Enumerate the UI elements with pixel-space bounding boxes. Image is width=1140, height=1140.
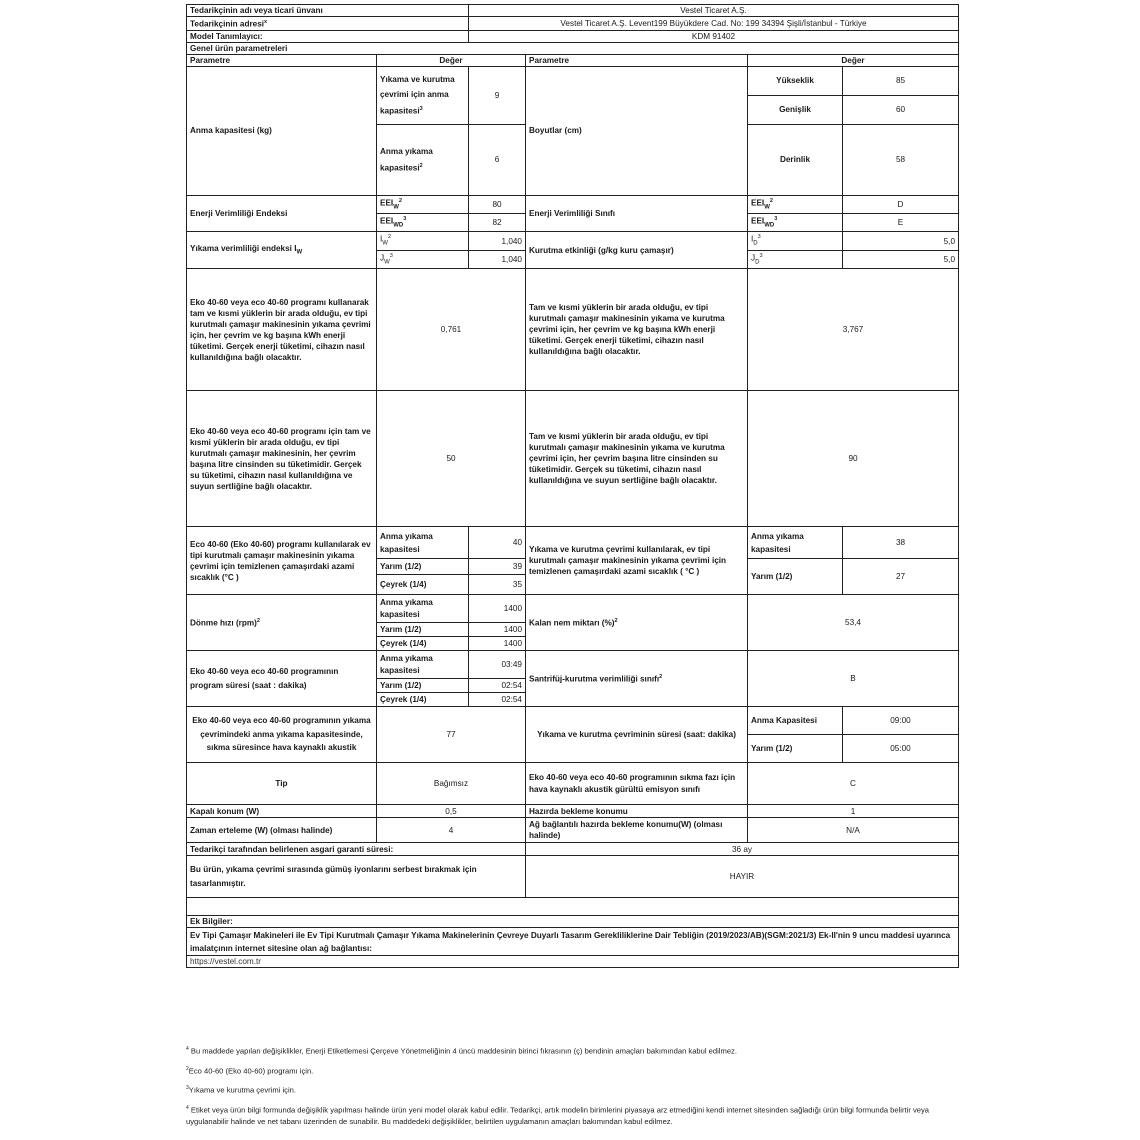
wd-duration-half-value: 05:00 [843,735,959,763]
dry-eff-a-value: 5,0 [843,232,959,250]
footnote-4: $^4$ Etiket veya ürün bilgi formunda değişiklik yapılması halinde ürün yeni model olarak kabul edilir. Tedarikçi, artık modelin birimlerini piyasaya arz etmediğini kendi internet sitesinden sağladığı ürün bilgi formunda belirtir veya uygulanabilir halinde ve net tabanı üzerinden de sunabilir. Bu maddedeki değişiklikler, belirtilen uygulamanın amaçları bakımından kabul edilmez. [186,1104,929,1127]
spin-half-label: Yarım (1/2) [377,623,469,637]
eei-w-label: $EEI_W^2$ [377,195,469,213]
duration-rated-label: Anma yıkama kapasitesi [377,651,469,679]
eei-wd-value: 82 [469,214,526,232]
supplier-name-label: Tedarikçinin adı veya ticari ünvanı [187,5,469,17]
spin-rated-value: 1400 [469,595,526,623]
extra-info-title: Ek Bilgiler: [187,916,959,928]
spin-quarter-value: 1400 [469,637,526,651]
type-value: Bağımsız [377,763,526,805]
delay-start-label: Zaman erteleme (W) (olması halinde) [187,818,377,843]
noise-left-value: 77 [377,707,526,763]
off-mode-label: Kapalı konum (W) [187,805,377,818]
temp-right-rated-value: 38 [843,527,959,559]
temp-rated-value: 40 [469,527,526,559]
wash-eff-jw-label: $J_W^3$ [377,250,469,268]
water-left-value: 50 [377,391,526,527]
eei-class-wd-value: E [843,214,959,232]
temp-right-rated-label: Anma yıkama kapasitesi [748,527,843,559]
dry-eff-label: Kurutma etkinliği (g/kg kuru çamaşır) [526,232,748,269]
wd-duration-label: Yıkama ve kurutma çevriminin süresi (saat: dakika) [526,707,748,763]
product-info-sheet [186,4,958,968]
water-left-text: Eko 40-60 veya eco 40-60 programı için tam ve kısmi yüklerin bir arada olduğu, ev tipi kurutmalı çamaşır makinesinin, her çevrim başına litre cinsinden su tüketimidir. Gerçek su tüketimi, cihazın nasıl kullanıldığına ve suyun sertliğine bağlı olacaktır. [187,391,377,527]
footnote-2: $^2$Eco 40-60 (Eko 40-60) programı için. [186,1065,314,1076]
duration-half-label: Yarım (1/2) [377,679,469,693]
col-header-value-left: Değer [377,54,526,66]
footnotes [186,1043,958,1133]
capacity-wd-value: 9 [469,66,526,124]
duration-quarter-label: Çeyrek (1/4) [377,693,469,707]
temp-quarter-value: 35 [469,575,526,595]
delay-start-value: 4 [377,818,526,843]
wash-eff-label: Yıkama verimliliği endeksi $I_W$ [187,232,377,269]
eei-class-wd-label: $EEI_{WD}^3$ [748,214,843,232]
width-value: 60 [843,95,959,124]
noise-left-text: Eko 40-60 veya eco 40-60 programının yıkama çevrimindeki anma yıkama kapasitesinde, sıkma süresince hava kaynaklı akustik [187,707,377,763]
type-label: Tip [187,763,377,805]
col-header-param-left: Parametre [187,54,377,66]
wash-eff-jw-value: 1,040 [469,250,526,268]
wd-duration-half-label: Yarım (1/2) [748,735,843,763]
wd-duration-rated-label: Anma Kapasitesi [748,707,843,735]
footnote-1: $^4$ Bu maddede yapılan değişiklikler, Enerji Etiketlemesi Çerçeve Yönetmeliğinin 4 üncü maddesinin birinci fıkrasının (ç) bendinin amaçları bakımından kabul edilmez. [186,1046,737,1056]
silver-ions-value: HAYIR [526,856,959,898]
model-label: Model Tanımlayıcı: [187,30,469,42]
col-header-param-right: Parametre [526,54,748,66]
temp-right-half-label: Yarım (1/2) [748,559,843,595]
duration-quarter-value: 02:54 [469,693,526,707]
depth-label: Derinlik [748,124,843,195]
spin-half-value: 1400 [469,623,526,637]
general-section-title: Genel ürün parametreleri [187,42,959,54]
temp-rated-label: Anma yıkama kapasitesi [377,527,469,559]
spin-class-value: B [748,651,959,707]
wash-eff-iw-value: 1,040 [469,232,526,250]
water-right-text: Tam ve kısmi yüklerin bir arada olduğu, ev tipi kurutmalı çamaşır makinesinin yıkama ve kurutma çevrimi için, her çevrim başına litre cinsinden su tüketimidir. Gerçek su tüketimi, cihazın nasıl kullanıldığına ve suyun sertliğine bağlı olacaktır. [526,391,748,527]
standby-label: Hazırda bekleme konumu [526,805,748,818]
blank-row [187,898,959,916]
eei-label: Enerji Verimliliği Endeksi [187,195,377,232]
energy-right-text: Tam ve kısmi yüklerin bir arada olduğu, ev tipi kurutmalı çamaşır makinesinin yıkama ve kurutma çevrimi için, her çevrim ve kg başına kWh enerji tüketimi. Gerçek enerji tüketimi, cihazın nasıl kullanıldığına bağlı olacaktır. [526,269,748,391]
temp-left-text: Eco 40-60 (Eko 40-60) programı kullanılarak ev tipi kurutmalı çamaşır makinesinin yıkama çevrimi için temizlenen çamaşırdaki azami sıcaklık (°C ) [187,527,377,595]
energy-right-value: 3,767 [748,269,959,391]
noise-class-label: Eko 40-60 veya eco 40-60 programının sıkma fazı için hava kaynaklı akustik gürültü emisyon sınıfı [526,763,748,805]
capacity-label: Anma kapasitesi (kg) [187,66,377,195]
height-label: Yükseklik [748,66,843,95]
standby-value: 1 [748,805,959,818]
supplier-address-label: Tedarikçinin adresi$^x$ [187,17,469,31]
capacity-wash-value: 6 [469,124,526,195]
col-header-value-right: Değer [748,54,959,66]
temp-right-text: Yıkama ve kurutma çevrimi kullanılarak, ev tipi kurutmalı çamaşır makinesinin yıkama çevrimi için temizlenen çamaşırdaki azami sıcaklık ( °C ) [526,527,748,595]
duration-label: Eko 40-60 veya eco 40-60 programının program süresi (saat : dakika) [187,651,377,707]
capacity-wd-label: Yıkama ve kurutma çevrimi için anma kapasitesi$^3$ [377,66,469,124]
dimensions-label: Boyutlar (cm) [526,66,748,195]
eei-wd-label: $EEI_{WD}^3$ [377,214,469,232]
network-standby-label: Ağ bağlantılı hazırda bekleme konumu(W) (olması halinde) [526,818,748,843]
spin-rated-label: Anma yıkama kapasitesi [377,595,469,623]
dry-eff-b-label: $J_D^3$ [748,250,843,268]
moisture-value: 53,4 [748,595,959,651]
extra-info-text: Ev Tipi Çamaşır Makineleri ile Ev Tipi Kurutmalı Çamaşır Yıkama Makinelerinin Çevreye Duyarlı Tasarım Gerekliliklerine Dair Tebliğin (2019/2023/AB)(SGM:2021/3) Ek-II'nin 9 uncu maddesi uyarınca imalatçının internet sitesine olan ağ bağlantısı: [187,928,959,956]
product-info-table [186,4,959,968]
dry-eff-b-value: 5,0 [843,250,959,268]
height-value: 85 [843,66,959,95]
eei-w-value: 80 [469,195,526,213]
dry-eff-a-label: $I_D^3$ [748,232,843,250]
silver-ions-label: Bu ürün, yıkama çevrimi sırasında gümüş iyonlarını serbest bırakmak için tasarlanmıştır. [187,856,526,898]
supplier-name-value: Vestel Ticaret A.Ş. [469,5,959,17]
network-standby-value: N/A [748,818,959,843]
off-mode-value: 0,5 [377,805,526,818]
supplier-address-value: Vestel Ticaret A.Ş. Levent199 Büyükdere Cad. No: 199 34394 Şişli/İstanbul - Türkiye [469,17,959,31]
energy-left-value: 0,761 [377,269,526,391]
energy-left-text: Eko 40-60 veya eco 40-60 programı kullanarak tam ve kısmi yüklerin bir arada olduğu, ev tipi kurutmalı çamaşır makinesinin yıkama çevrimi için, her çevrim ve kg başına kWh enerji tüketimi. Gerçek enerji tüketimi, cihazın nasıl kullanıldığına bağlı olacaktır. [187,269,377,391]
depth-value: 58 [843,124,959,195]
eei-class-w-label: $EEI_W^2$ [748,195,843,213]
temp-quarter-label: Çeyrek (1/4) [377,575,469,595]
noise-class-value: C [748,763,959,805]
duration-half-value: 02:54 [469,679,526,693]
wash-eff-iw-label: $I_W^2$ [377,232,469,250]
manufacturer-link[interactable]: https://vestel.com.tr [187,956,959,968]
model-value: KDM 91402 [469,30,959,42]
wd-duration-rated-value: 09:00 [843,707,959,735]
width-label: Genişlik [748,95,843,124]
water-right-value: 90 [748,391,959,527]
warranty-value: 36 ay [526,843,959,856]
spin-quarter-label: Çeyrek (1/4) [377,637,469,651]
temp-half-value: 39 [469,559,526,575]
temp-half-label: Yarım (1/2) [377,559,469,575]
warranty-label: Tedarikçi tarafından belirlenen asgari garanti süresi: [187,843,526,856]
spin-class-label: Santrifüj-kurutma verimliliği sınıfı$^2$ [526,651,748,707]
temp-right-half-value: 27 [843,559,959,595]
footnote-3: $^3$Yıkama ve kurutma çevrimi için. [186,1085,296,1095]
spin-label: Dönme hızı (rpm)$^2$ [187,595,377,651]
capacity-wash-label: Anma yıkama kapasitesi$^2$ [377,124,469,195]
eei-class-label: Enerji Verimliliği Sınıfı [526,195,748,232]
eei-class-w-value: D [843,195,959,213]
duration-rated-value: 03:49 [469,651,526,679]
moisture-label: Kalan nem miktarı (%)$^2$ [526,595,748,651]
